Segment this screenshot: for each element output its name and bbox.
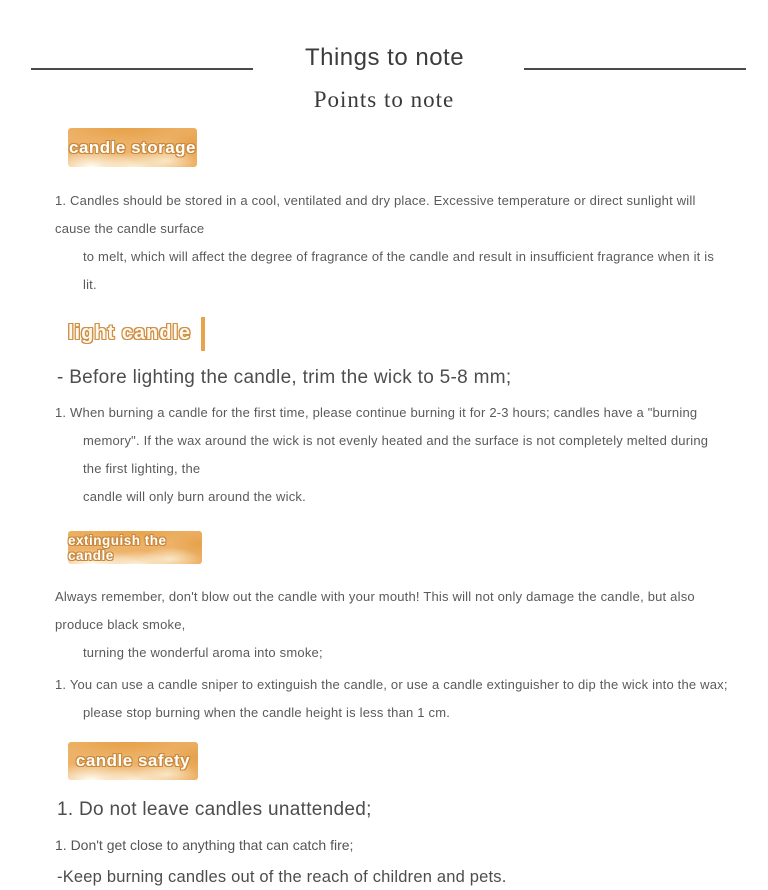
badge-candle-safety: [68, 742, 198, 780]
light-heading: - Before lighting the candle, trim the wick to 5-8 mm;: [57, 367, 512, 388]
title-divider-left: [31, 68, 253, 70]
extinguish-paragraph-1: [55, 583, 728, 667]
storage-paragraph: [55, 187, 728, 299]
badge-extinguish-candle: [68, 531, 202, 564]
extinguish-paragraph-2: [55, 671, 728, 727]
storage-line-2: to melt, which will affect the degree of fragrance of the candle and result in insufficient fragrance when it is lit.: [83, 249, 715, 292]
light-paragraph: [55, 399, 728, 511]
light-line-2: memory". If the wax around the wick is not evenly heated and the surface is not completely melted during the first lighting, the: [83, 433, 709, 476]
title-divider-right: [524, 68, 746, 70]
extinguish-p2-line-2: please stop burning when the candle height is less than 1 cm.: [83, 705, 451, 720]
badge-light-candle: [68, 316, 768, 351]
badge-candle-safety-label: candle safety: [75, 751, 191, 770]
safety-heading: 1. Do not leave candles unattended;: [57, 799, 372, 820]
title-row: [0, 44, 768, 72]
badge-candle-storage-label: candle storage: [69, 137, 196, 157]
storage-line-1: 1. Candles should be stored in a cool, ventilated and dry place. Excessive temperature or direct sunlight will cause the candle surface: [55, 193, 696, 236]
accent-bar: [201, 317, 205, 351]
badge-extinguish-candle-label: extinguish the candle: [68, 532, 167, 563]
extinguish-p2-line-1: 1. You can use a candle sniper to extinguish the candle, or use a candle extinguisher to dip the wick into the wax;: [55, 677, 728, 692]
badge-candle-storage: [68, 128, 197, 167]
header: [0, 0, 768, 112]
safety-note-1: 1. Don't get close to anything that can catch fire;: [55, 837, 354, 853]
page-title: Things to note: [304, 44, 465, 71]
badge-light-candle-label: light candle: [68, 322, 192, 344]
extinguish-p1-line-1: Always remember, don't blow out the candle with your mouth! This will not only damage the candle, but also produce black smoke,: [55, 589, 695, 632]
light-line-1: 1. When burning a candle for the first time, please continue burning it for 2-3 hours; candles have a "burning: [55, 405, 698, 420]
page-subtitle: Points to note: [313, 87, 455, 112]
light-line-3: candle will only burn around the wick.: [83, 489, 306, 504]
safety-note-2: -Keep burning candles out of the reach of children and pets.: [57, 868, 507, 886]
extinguish-p1-line-2: turning the wonderful aroma into smoke;: [83, 645, 323, 660]
